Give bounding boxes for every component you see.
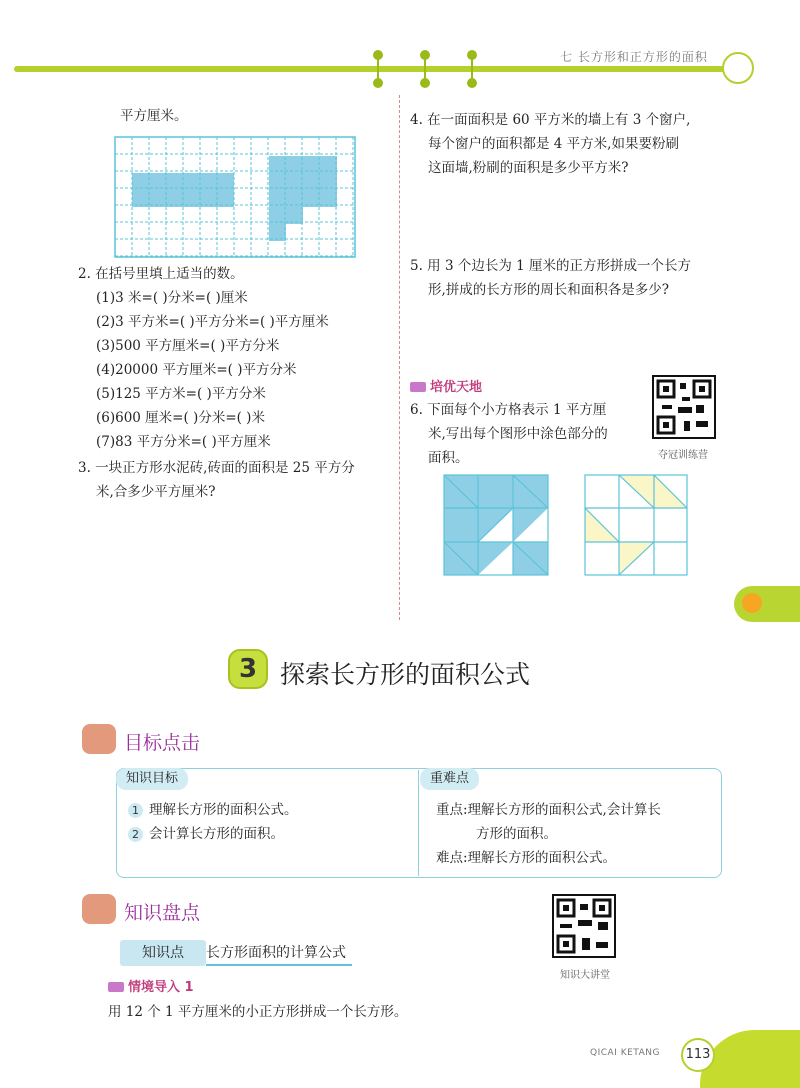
brand-footer: QICAI KETANG <box>590 1048 660 1058</box>
question-4-cont: 每个窗户的面积都是 4 平方米,如果要粉刷 <box>428 136 679 152</box>
q2-item: (7)83 平方分米=( )平方厘米 <box>96 434 271 450</box>
chapter-title: 七 长方形和正方形的面积 <box>560 50 708 64</box>
knowledge-point-tab: 知识点 <box>120 940 206 966</box>
question-2: 2. 在括号里填上适当的数。 <box>78 266 244 282</box>
goals-box-divider <box>418 770 419 876</box>
q2-item: (2)3 平方米=( )平方分米=( )平方厘米 <box>96 314 329 330</box>
binder-pin <box>420 50 430 88</box>
q2-item: (4)20000 平方厘米=( )平方分米 <box>96 362 297 378</box>
goal-item: 1 理解长方形的面积公式。 <box>128 798 298 822</box>
qr-code-icon[interactable] <box>652 375 716 439</box>
question-3: 3. 一块正方形水泥砖,砖面的面积是 25 平方分 <box>78 460 355 476</box>
key-point-cont: 方形的面积。 <box>476 826 557 842</box>
shaded-figure-b <box>584 474 688 576</box>
q2-item: (6)600 厘米=( )分米=( )米 <box>96 410 265 426</box>
binder-pin <box>467 50 477 88</box>
question-6: 6. 下面每个小方格表示 1 平方厘 <box>410 402 607 418</box>
book-icon <box>410 382 426 392</box>
shaded-figure-a <box>443 474 549 576</box>
section-number: 3 <box>228 649 268 689</box>
q2-item: (5)125 平方米=( )平方分米 <box>96 386 266 402</box>
knowledge-point-title: 长方形面积的计算公式 <box>206 940 352 966</box>
mascot-icon <box>82 894 116 924</box>
mascot-icon <box>82 724 116 754</box>
column-divider <box>399 95 400 620</box>
question-3-cont: 米,合多少平方厘米? <box>96 484 216 500</box>
knowledge-goals-tab: 知识目标 <box>116 768 188 790</box>
intro-tag: 情境导入 1 <box>108 976 194 995</box>
question-6-cont: 米,写出每个图形中涂色部分的 <box>428 426 608 442</box>
question-4: 4. 在一面面积是 60 平方米的墙上有 3 个窗户, <box>410 112 691 128</box>
page-number: 113 <box>681 1038 715 1072</box>
qr-label: 夺冠训练营 <box>658 450 708 461</box>
binder-pin <box>373 50 383 88</box>
goal-item: 2 会计算长方形的面积。 <box>128 822 284 846</box>
question-5-cont: 形,拼成的长方形的周长和面积各是多少? <box>428 282 670 298</box>
mascot-logo-icon <box>722 52 754 84</box>
q2-item: (1)3 米=( )分米=( )厘米 <box>96 290 248 306</box>
continued-line: 平方厘米。 <box>120 108 188 124</box>
key-point: 重点:理解长方形的面积公式,会计算长 <box>436 802 661 818</box>
intro-text: 用 12 个 1 平方厘米的小正方形拼成一个长方形。 <box>108 1004 408 1020</box>
question-6-cont: 面积。 <box>428 450 469 466</box>
qr-code-icon[interactable] <box>552 894 616 958</box>
question-5: 5. 用 3 个边长为 1 厘米的正方形拼成一个长方 <box>410 258 692 274</box>
area-grid-figure <box>114 136 356 258</box>
knowledge-heading: 知识盘点 <box>124 902 201 924</box>
side-tab-fish-icon <box>734 586 800 622</box>
qr-label: 知识大讲堂 <box>560 970 610 981</box>
peiyou-tag: 培优天地 <box>410 376 482 395</box>
book-icon <box>108 982 124 992</box>
key-points-tab: 重难点 <box>420 768 479 790</box>
difficult-point: 难点:理解长方形的面积公式。 <box>436 850 617 866</box>
goals-heading: 目标点击 <box>124 732 201 754</box>
q2-item: (3)500 平方厘米=( )平方分米 <box>96 338 280 354</box>
question-4-cont: 这面墙,粉刷的面积是多少平方米? <box>428 160 629 176</box>
section-title: 探索长方形的面积公式 <box>280 660 531 689</box>
page-corner-decoration <box>700 1030 800 1088</box>
